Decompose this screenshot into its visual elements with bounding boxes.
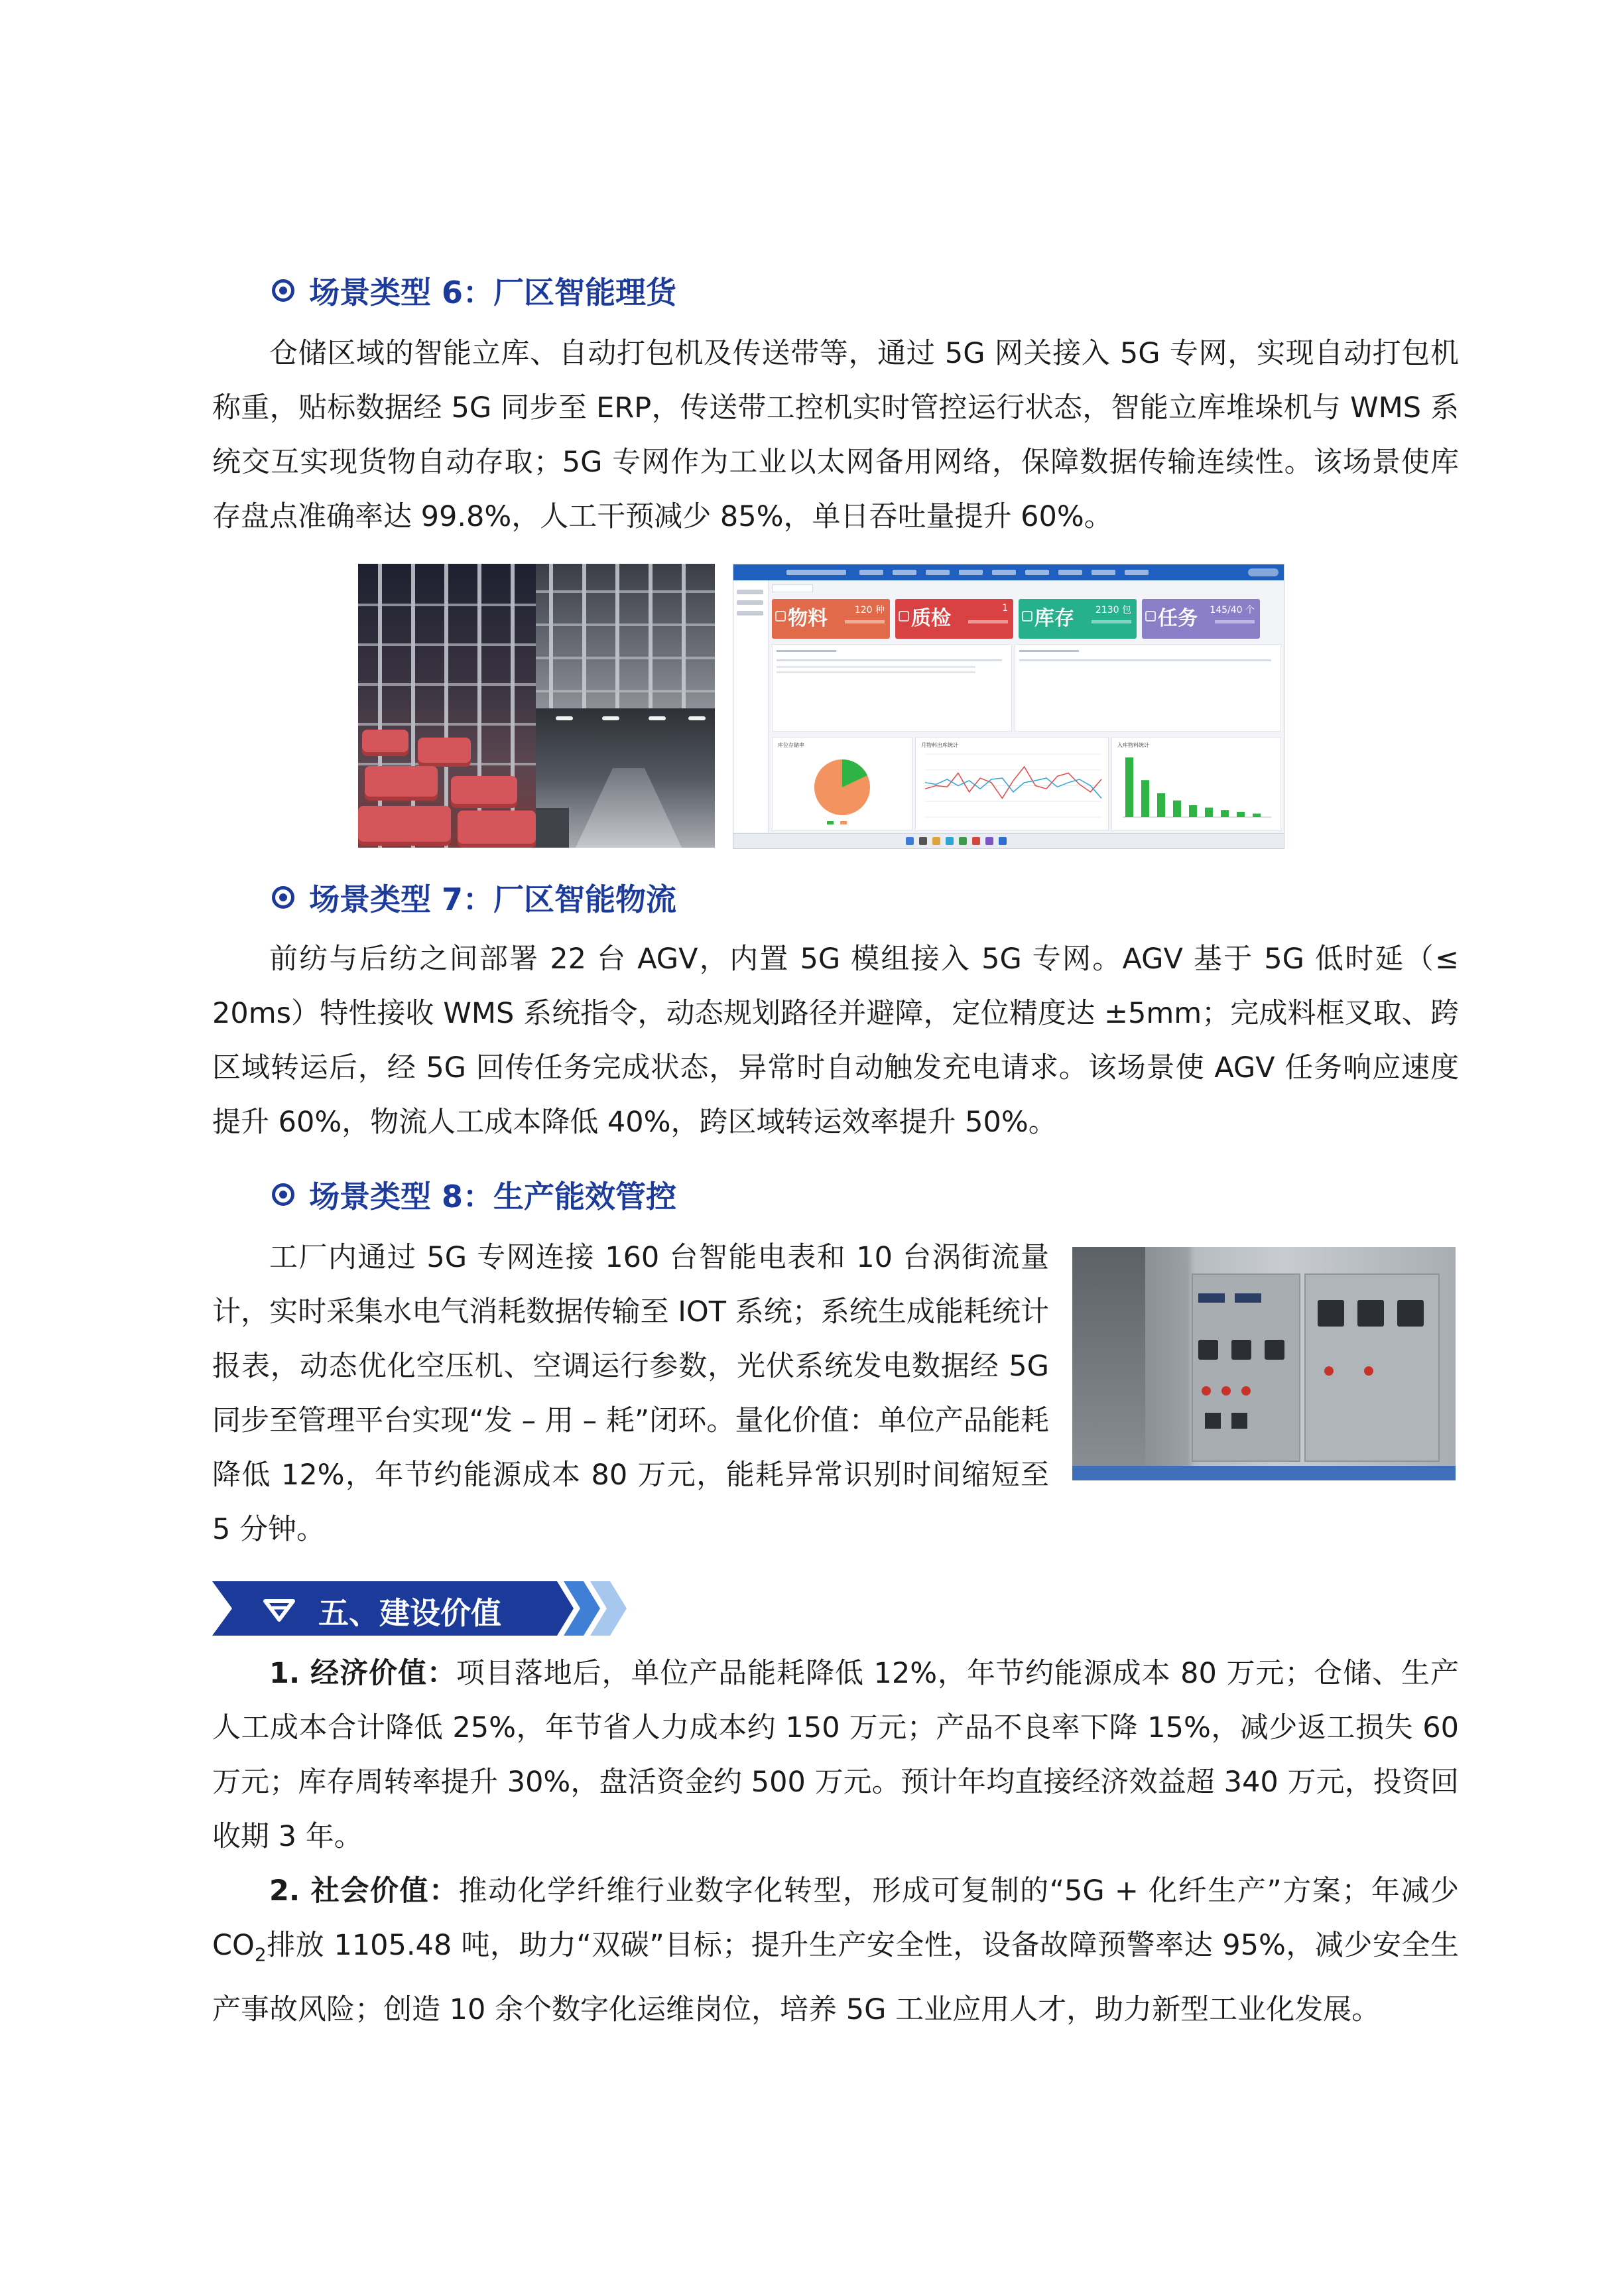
dashboard-table-left: [772, 644, 1012, 732]
stat-card-material: 物料 120 种: [772, 599, 890, 639]
dashboard-taskbar: [733, 833, 1284, 848]
stat-card-quality: 质检 1: [895, 599, 1013, 639]
storage-pie-chart: [773, 738, 912, 830]
bar-2: [1157, 793, 1165, 817]
warehouse-rack-photo: [358, 564, 536, 848]
line-series-a: [925, 767, 1101, 799]
wms-dashboard-screenshot: [733, 564, 1284, 849]
co2-subscript: 2: [254, 1943, 267, 1966]
bar-5: [1205, 808, 1213, 817]
bar-4: [1189, 805, 1197, 817]
economic-value-paragraph: [212, 1646, 1459, 1864]
bar-8: [1253, 814, 1261, 817]
dashboard-table-right: [1015, 644, 1281, 732]
line-chart-panel: 月物料出库统计: [915, 737, 1109, 831]
economic-value-label: 1. 经济价值：: [269, 1657, 456, 1690]
social-value-paragraph: [212, 1864, 1459, 2037]
economic-value-text: 项目落地后，单位产品能耗降低 12%，年节约能源成本 80 万元；仓储、生产人工成本合计降低 25%，年节省人力成本约 150 万元；产品不良率下降 15%，减少返工损失 60 万元；库存周转率提升 30%，盘活资金约 500 万元。预计年均直接经济效益超 340 万元，投资回收期 3 年。: [212, 1657, 1459, 1853]
section-7-title: 场景类型 7：厂区智能物流: [272, 876, 676, 919]
warehouse-aisle-photo: [536, 564, 715, 708]
outbound-line-chart: [916, 738, 1108, 830]
target-bullet-icon: [272, 1183, 294, 1206]
social-value-label: 2. 社会价值：: [269, 1874, 459, 1908]
social-value-text-b: 排放 1105.48 吨，助力“双碳”目标；提升生产安全性，设备故障预警率达 95%，减少安全生产事故风险；创造 10 余个数字化运维岗位，培养 5G 工业应用人才，助力新型工业化发展。: [212, 1929, 1459, 2026]
bar-1: [1141, 780, 1149, 817]
section-7-paragraph: 前纺与后纺之间部署 22 台 AGV，内置 5G 模组接入 5G 专网。AGV 基于 5G 低时延（≤ 20ms）特性接收 WMS 系统指令，动态规划路径并避障，定位精度达 ±5mm；完成料框叉取、跨区域转运后，经 5G 回传任务完成状态，异常时自动触发充电请求。该场景使 AGV 任务响应速度提升 60%，物流人工成本降低 40%，跨区域转运效率提升 50%。: [212, 943, 1459, 1139]
section-6-paragraph: 仓储区域的智能立库、自动打包机及传送带等，通过 5G 网关接入 5G 专网，实现自动打包机称重，贴标数据经 5G 同步至 ERP，传送带工控机实时管控运行状态，智能立库堆垛机与 WMS 系统交互实现货物自动存取；5G 专网作为工业以太网备用网络，保障数据传输连续性。该场景使库存盘点准确率达 99.8%，人工干预减少 85%，单日吞吐量提升 60%。: [212, 337, 1459, 533]
section-8-paragraph: 工厂内通过 5G 专网连接 160 台智能电表和 10 台涡街流量计，实时采集水电气消耗数据传输至 IOT 系统；系统生成能耗统计报表，动态优化空压机、空调运行参数，光伏系统发电数据经 5G 同步至管理平台实现“发 – 用 – 耗”闭环。量化价值：单位产品能耗降低 12%，年节约能源成本 80 万元，能耗异常识别时间缩短至 5 分钟。: [212, 1241, 1049, 1546]
stat-card-inventory: 库存 2130 包: [1019, 599, 1137, 639]
bar-0: [1125, 757, 1133, 817]
target-bullet-icon: [272, 279, 294, 302]
section-5-title: 五、建设价值: [318, 1595, 501, 1631]
inbound-bar-chart: [1112, 738, 1280, 830]
social-value-text-a: 推动化学纤维行业数字化转型，形成可复制的“5G + 化纤生产”方案；年减少 CO: [212, 1874, 1459, 1962]
stat-card-task: 任务 145/40 个: [1142, 599, 1260, 639]
bar-chart-panel: 入库物料统计: [1111, 737, 1281, 831]
bar-3: [1173, 801, 1181, 817]
pie-chart-panel: 库位存储率: [772, 737, 912, 831]
target-bullet-icon: [272, 886, 294, 909]
bar-7: [1237, 812, 1245, 817]
dashboard-sidebar: [733, 580, 769, 832]
bar-6: [1221, 810, 1229, 817]
dashboard-header: [733, 564, 1284, 580]
conveyor-photo: [536, 708, 715, 848]
section-6-title: 场景类型 6：厂区智能理货: [272, 269, 676, 312]
power-cabinet-photo: [1072, 1247, 1456, 1480]
section-8-title: 场景类型 8：生产能效管控: [272, 1173, 676, 1216]
